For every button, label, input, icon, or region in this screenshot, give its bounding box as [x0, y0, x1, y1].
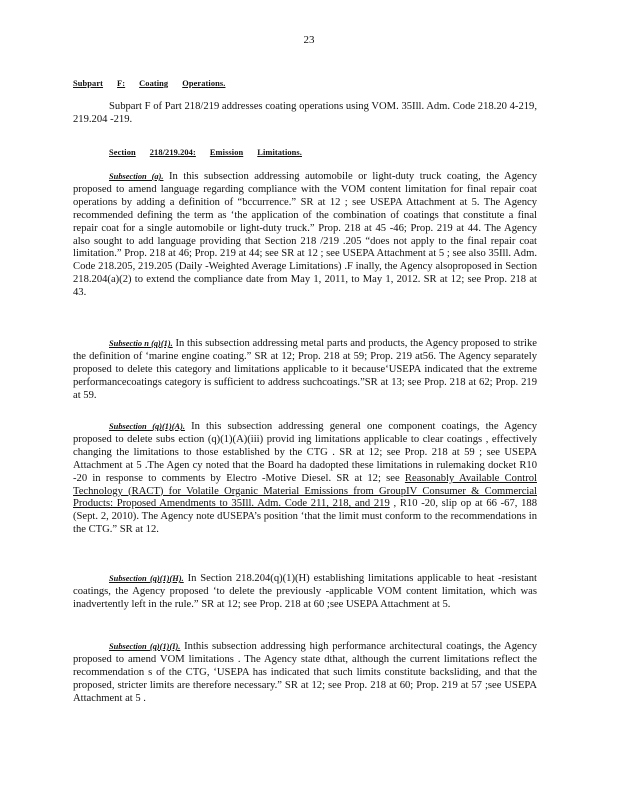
heading-part: Section	[109, 148, 136, 157]
intro-paragraph: Subpart F of Part 218/219 addresses coating operations using VOM. 35Ill. Adm. Code 218.20 4-219, 219.204 -219.	[73, 101, 537, 125]
heading-part: Operations.	[182, 79, 226, 88]
heading-part: F:	[117, 79, 126, 88]
heading-part: Emission	[209, 148, 244, 157]
paragraph-subsection-a	[73, 171, 537, 300]
paragraph-text: In this subsection addressing general one component coatings, the Agency proposed to delete subs ection (q)(1)(A)(iii) provid ing limitations applicable to clear coatings , effectively changing the limitations to those established by the CTG . SR at 12; see Prop. 218 at 59 ; see USEPA Attachment at 5 .The Agen cy noted that the Board ha dadopted these limitations in rulemaking docket R10 -20 in response to comments by Electro -Motive Diesel. SR at 12; see	[73, 421, 537, 484]
subsection-label: Subsection (q)(1)(I).	[109, 642, 181, 651]
paragraph-subsection-q1h	[73, 573, 537, 612]
case-citation: Reasonably Available Control Technology (RACT) for Volatile Organic Material Emissions from GroupIV Consumer & Commercial Products: Proposed Amendments to 35Ill. Adm. Code 211, 218, and 219	[73, 472, 537, 510]
heading-part: Subpart	[73, 79, 104, 88]
paragraph-text: In Section 218.204(q)(1)(H) establishing limitations applicable to heat -resistant coatings, the Agency proposed ‘to delete the previously -applicable VOM content limitation, which was inadvertently left in the rule.” SR at 12; see Prop. 218 at 60 ;see USEPA Attachment at 5.	[73, 573, 537, 610]
section-heading	[109, 147, 409, 160]
paragraph-text-tail: , R10 -20, slip op at 66 -67, 188 (Sept. 2, 2010). The Agency note dUSEPA’s position ‘that the limit must conform to the recommendations in the CTG.” SR at 12.	[73, 498, 537, 536]
paragraph-text: In this subsection addressing automobile or light-duty truck coating, the Agency proposed to amend language regarding compliance with the VOM content limitation for final repair coat operations by adding a definition of “bccurrence.” SR at 12 ; see USEPA Attachment at 5. The Agency recommended defining the term as ‘the application of the combination of coatings that constitute a final repair coat for a single automobile or light-duty truck.” Prop. 218 at 45 -46; Prop. 219 at 44. The Agency also sought to add language providing that Section 218 /219 .205 “does not apply to the final repair coat limitation.” Prop. 218 at 46; Prop. 219 at 44; see SR at 12 ; see USEPA Attachment at 5 ; see also 35Ill. Adm. Code 218.205, 219.205 (Daily -Weighted Average Limitations) .F inally, the Agency alsoproposed in Section 218.204(a)(2) to extend the compliance date from May 1, 2011, to May 1, 2012. SR at 12; see Prop. 218 at 43.	[73, 171, 538, 299]
page-number: 23	[303, 34, 315, 46]
subsection-label: Subsection (q)(1)(H).	[109, 574, 184, 583]
heading-part: 218/219.204:	[149, 148, 196, 157]
heading-part: Limitations.	[257, 148, 302, 157]
subsection-label: Subsection (a).	[109, 172, 164, 181]
paragraph-subsection-q1	[73, 338, 537, 403]
paragraph-text: Inthis subsection addressing high performance architectural coatings, the Agency proposed to amend VOM limitations . The Agency state dthat, although the current limitations reflect the recommendation s of the CTG, ‘USEPA has indicated that such limits constitute backsliding, and that the proposed, stricter limits are therefore necessary.” SR at 12; see Prop. 218 at 60; Prop. 219 at 57 ;see USEPA Attachment at 5 .	[73, 641, 537, 704]
subsection-label: Subsection (q)(1)(A).	[109, 422, 186, 431]
subsection-label: Subsectio n (q)(1).	[109, 339, 173, 348]
paragraph-subsection-q1i	[73, 641, 537, 706]
subpart-heading	[73, 78, 537, 91]
paragraph-text: In this subsection addressing metal parts and products, the Agency proposed to strike the definition of ‘marine engine coating.” SR at 12; Prop. 218 at 59; Prop. 219 at56. The Agency separately proposed to delete this category and limitations applicable to it because‘USEPA indicated that the extreme performancecoatings category is sufficient to address suchcoatings.”SR at 13; see Prop. 218 at 62; Prop. 219 at 59.	[73, 338, 537, 401]
paragraph-subsection-q1a	[73, 421, 537, 537]
heading-part: Coating	[139, 79, 169, 88]
